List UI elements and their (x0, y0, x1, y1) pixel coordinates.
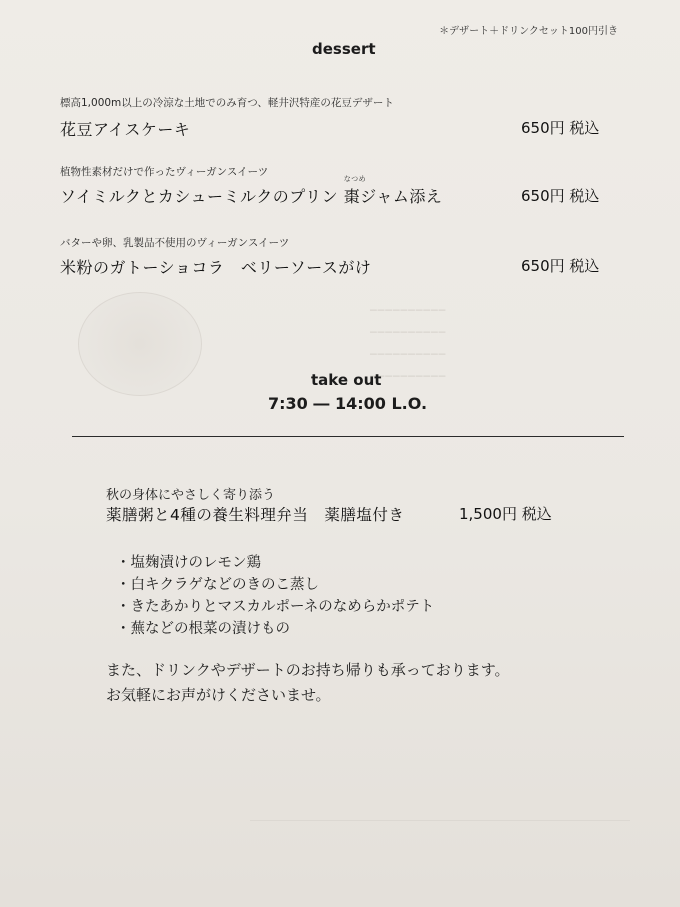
dessert-2-price: 650円 税込 (521, 187, 600, 205)
divider-line (72, 436, 624, 437)
takeout-hours: 7:30 ― 14:00 L.O. (268, 394, 428, 413)
takeout-message-line1: また、ドリンクやデザートのお持ち帰りも承っております。 (106, 661, 510, 679)
dessert-2-name (60, 175, 443, 207)
takeout-content-4: ・蕪などの根菜の漬けもの (116, 621, 290, 637)
takeout-item-price: 1,500円 税込 (459, 505, 552, 523)
dessert-2-name-part1: ソイミルクとカシューミルクのプリン (60, 187, 344, 206)
dessert-1-description: 標高1,000m以上の冷涼な土地でのみ育つ、軽井沢特産の花豆デザート (60, 97, 394, 109)
dessert-3-description: バターや卵、乳製品不使用のヴィーガンスイーツ (60, 237, 290, 249)
set-discount-note: ＊デザート＋ドリンクセット100円引き (439, 26, 618, 37)
dessert-3-name: 米粉のガトーショコラ ベリーソースがけ (60, 258, 372, 277)
show-through-text: ────────── ────────── ────────── ────────── (370, 304, 447, 383)
takeout-content-2: ・白キクラゲなどのきのこ蒸し (116, 577, 319, 593)
dessert-2-name-part2: ジャム添え (360, 187, 443, 206)
takeout-message-line2: お気軽にお声がけくださいませ。 (106, 686, 331, 704)
dessert-1-price: 650円 税込 (521, 119, 600, 137)
takeout-tagline: 秋の身体にやさしく寄り添う (106, 488, 276, 503)
show-through-plate (78, 292, 202, 396)
dessert-1-name: 花豆アイスケーキ (60, 120, 191, 139)
takeout-item-name: 薬膳粥と4種の養生料理弁当 薬膳塩付き (106, 506, 405, 524)
dessert-heading: dessert (312, 40, 376, 58)
dessert-2-ruby (343, 175, 367, 207)
dessert-2-ruby-reading: なつめ (343, 175, 367, 183)
show-through-text-2 (250, 820, 630, 821)
takeout-content-1: ・塩麹漬けのレモン鶏 (116, 555, 261, 571)
takeout-heading: take out (311, 371, 382, 389)
takeout-content-3: ・きたあかりとマスカルポーネのなめらかポテト (116, 599, 435, 615)
dessert-2-ruby-base: 棗 (343, 187, 361, 206)
dessert-3-price: 650円 税込 (521, 257, 600, 275)
dessert-2-description: 植物性素材だけで作ったヴィーガンスイーツ (60, 166, 269, 178)
